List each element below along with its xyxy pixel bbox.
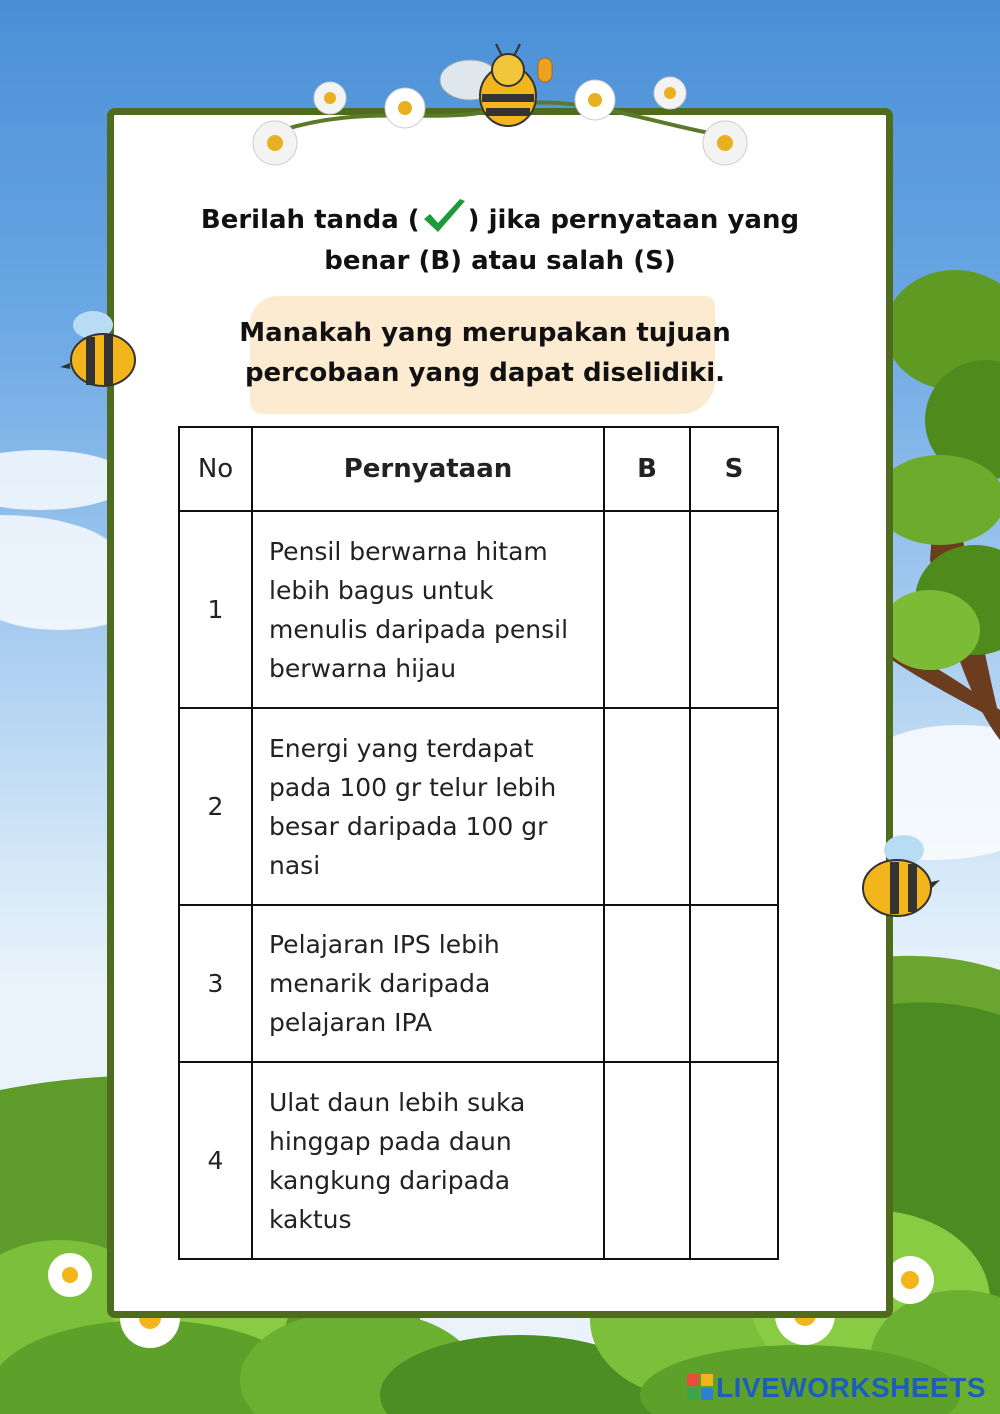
header-true: B [604,427,690,511]
statement-line: kaktus [269,1204,352,1234]
header-no: No [179,427,252,511]
statement-cell [252,511,604,708]
statement-table [178,426,779,1260]
statement-line: kangkung daripada [269,1165,511,1195]
statement-cell [252,708,604,905]
question-line1: Manakah yang merupakan tujuan [239,318,731,348]
statement-line: pelajaran IPA [269,1008,433,1037]
statement-line: berwarna hijau [269,653,457,683]
statement-line: Pensil berwarna hitam [269,536,548,566]
table-header-row [179,427,778,511]
answer-cell-false[interactable] [690,1062,778,1259]
statement-line: hinggap pada daun [269,1126,512,1156]
statement-line: menulis daripada pensil [269,614,569,644]
row-number: 2 [179,708,252,905]
statement-line: Pelajaran IPS lebih [269,930,500,959]
statement-line: menarik daripada [269,969,491,998]
statement-line: Ulat daun lebih suka [269,1087,526,1117]
answer-cell-false[interactable] [690,511,778,708]
table-row [179,1062,778,1259]
checkmark-icon [420,197,468,237]
row-number: 1 [179,511,252,708]
brand-text: LIVEWORKSHEETS [716,1372,986,1403]
question-line2: percobaan yang dapat diselidiki. [244,358,726,388]
table-row [179,708,778,905]
answer-cell-false[interactable] [690,708,778,905]
statement-cell [252,905,604,1062]
table-row [179,905,778,1062]
flower-garland [240,38,760,168]
answer-cell-true[interactable] [604,1062,690,1259]
statement-line: nasi [269,850,321,880]
header-statement: Pernyataan [252,427,604,511]
question-text [180,313,790,393]
statement-line: Energi yang terdapat [269,733,534,763]
table-row [179,511,778,708]
statement-line: lebih bagus untuk [269,575,494,605]
row-number: 3 [179,905,252,1062]
instruction-line2: benar (B) atau salah (S) [324,245,676,276]
statement-cell [252,1062,604,1259]
bee-icon [852,830,942,920]
statement-line: pada 100 gr telur lebih [269,772,557,802]
instruction-part1: Berilah tanda ( [200,205,420,235]
statement-line: besar daripada 100 gr [269,811,548,841]
row-number: 4 [179,1062,252,1259]
answer-cell-true[interactable] [604,708,690,905]
instruction-part2: ) jika pernyataan yang [467,205,800,235]
liveworksheets-logo[interactable] [687,1372,986,1404]
answer-cell-false[interactable] [690,905,778,1062]
answer-cell-true[interactable] [604,511,690,708]
answer-cell-true[interactable] [604,905,690,1062]
header-false: S [690,427,778,511]
tree-icon [875,270,1000,740]
logo-icon [687,1374,713,1400]
bee-icon [58,305,148,390]
instruction-text [150,200,850,281]
